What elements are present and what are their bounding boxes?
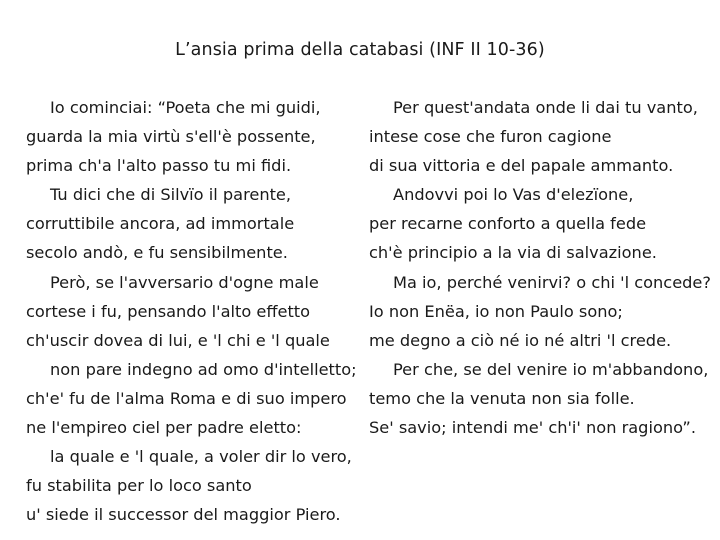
verse-line: Se' savio; intendi me' ch'i' non ragiono”. — [369, 418, 696, 438]
verse-line: me degno a ciò né io né altri 'l crede. — [369, 330, 672, 350]
verse-line: Io non Enëa, io non Paulo sono; — [369, 301, 623, 321]
verse-line: corruttibile ancora, ad immortale — [26, 214, 295, 234]
verse-line: Però, se l'avversario d'ogne male — [50, 272, 319, 292]
verse-line: la quale e 'l quale, a voler dir lo vero, — [50, 447, 352, 467]
verse-line: fu stabilita per lo loco santo — [26, 476, 252, 496]
verse-line: Per che, se del venire io m'abbandono, — [393, 359, 709, 379]
verse-line: prima ch'a l'alto passo tu mi fidi. — [26, 156, 292, 176]
page-title: L’ansia prima della catabasi (INF II 10-36) — [175, 40, 545, 60]
verse-line: ne l'empireo ciel per padre eletto: — [26, 418, 302, 438]
verse-line: secolo andò, e fu sensibilmente. — [26, 243, 288, 263]
verse-line: cortese i fu, pensando l'alto effetto — [26, 301, 311, 321]
verse-line: Andovvi poi lo Vas d'elezïone, — [393, 185, 634, 205]
right-verse-column — [369, 93, 711, 442]
verse-line: temo che la venuta non sia folle. — [369, 388, 635, 408]
verse-line: Tu dici che di Silvïo il parente, — [50, 185, 292, 205]
verse-line: ch'è principio a la via di salvazione. — [369, 243, 657, 263]
verse-line: per recarne conforto a quella fede — [369, 214, 647, 234]
left-verse-column — [26, 93, 357, 529]
verse-line: guarda la mia virtù s'ell'è possente, — [26, 127, 316, 147]
verse-line: Io cominciai: “Poeta che mi guidi, — [50, 98, 321, 117]
verse-line: non pare indegno ad omo d'intelletto; — [50, 359, 357, 379]
verse-line: Per quest'andata onde li dai tu vanto, — [393, 98, 698, 117]
verse-line: di sua vittoria e del papale ammanto. — [369, 156, 674, 176]
verse-line: u' siede il successor del maggior Piero. — [26, 505, 341, 525]
verse-line: intese cose che furon cagione — [369, 127, 612, 147]
verse-line: Ma io, perché venirvi? o chi 'l concede? — [393, 272, 711, 292]
verse-line: ch'uscir dovea di lui, e 'l chi e 'l quale — [26, 330, 330, 350]
verse-line: ch'e' fu de l'alma Roma e di suo impero — [26, 388, 347, 408]
